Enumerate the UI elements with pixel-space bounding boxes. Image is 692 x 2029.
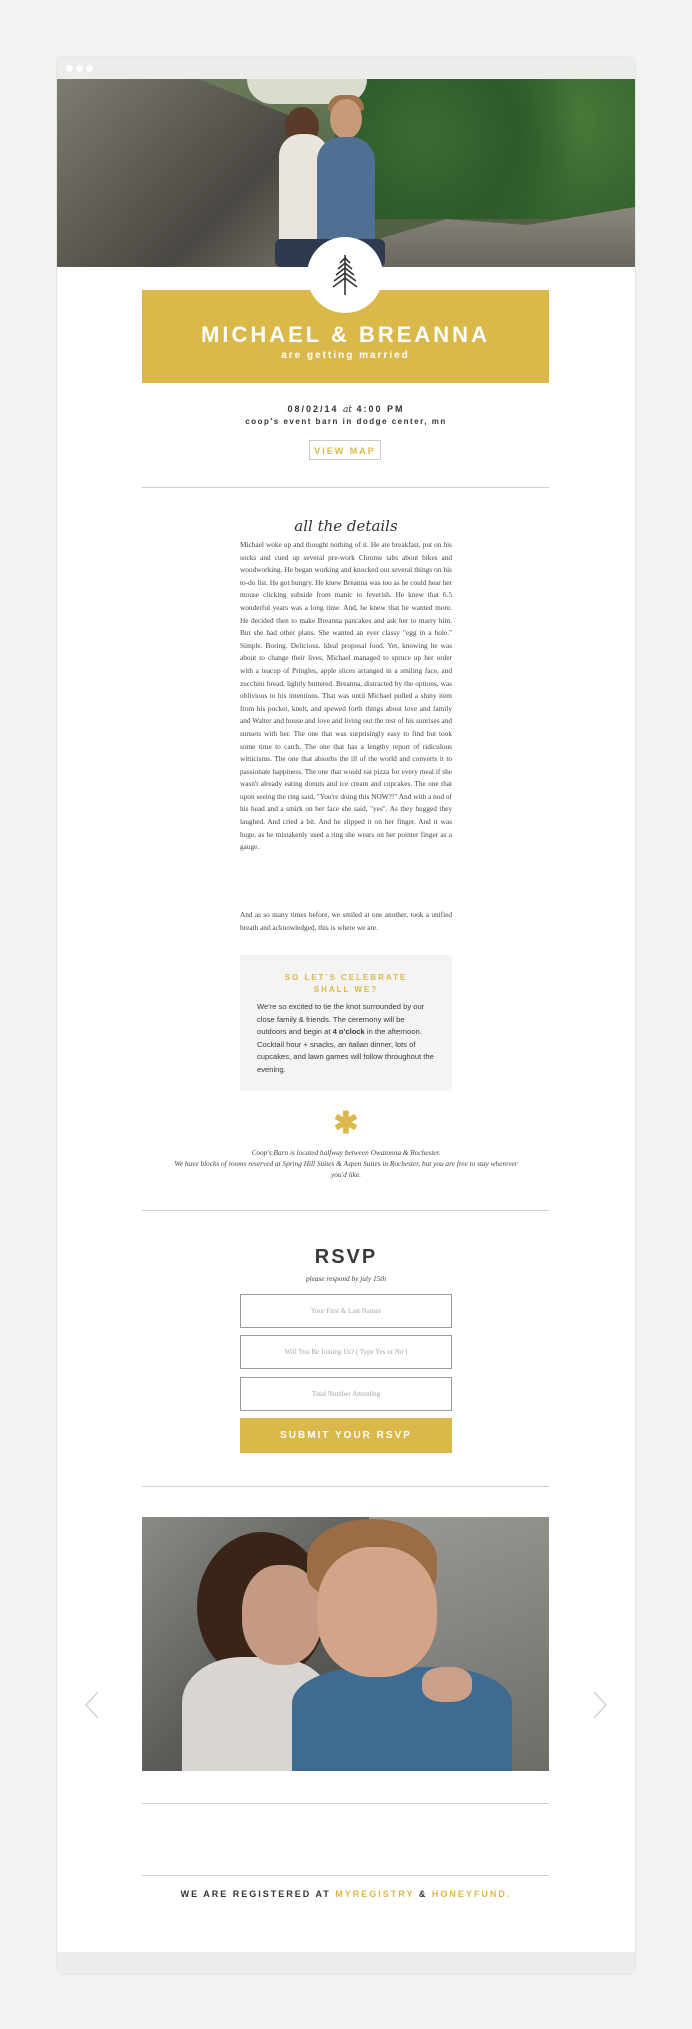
divider <box>142 1210 549 1211</box>
lodging-line1: Coop's Barn is located halfway between Owatonna & Rochester. <box>251 1148 441 1157</box>
registry-period: . <box>506 1889 512 1899</box>
divider <box>142 1875 549 1876</box>
registry-amp: & <box>414 1889 432 1899</box>
details-heading: all the details <box>294 517 398 535</box>
celebrate-box <box>240 955 452 1091</box>
story-ending: And as so many times before, we smiled at one another, took a unified breath and acknowledged, this is where we are. <box>240 910 452 932</box>
event-date: 08/02/14 <box>287 404 339 414</box>
honeyfund-link[interactable]: HONEYFUND <box>431 1889 507 1899</box>
celebrate-text: We're so excited to tie the knot surrounded by our close family & friends. The ceremony will be outdoors and begin at <box>257 1002 425 1037</box>
pine-tree-icon <box>331 253 359 297</box>
attending-input[interactable] <box>240 1335 452 1369</box>
event-at: at <box>343 405 352 415</box>
couple-tagline: are getting married <box>281 350 410 361</box>
registry-line <box>57 1889 635 1899</box>
divider <box>142 1803 549 1804</box>
lodging-info <box>167 1147 525 1180</box>
ceremony-time: 4 o'clock <box>332 1027 365 1037</box>
window-footer <box>57 1952 635 1974</box>
rsvp-title: RSVP <box>314 1246 378 1268</box>
browser-window <box>57 57 635 1974</box>
celebrate-text: in the afternoon. Cocktail hour + snacks, an italian dinner, lots of cupcakes, and lawn games will follow throughout the evening. <box>257 1027 434 1074</box>
asterisk-icon: ✱ <box>333 1107 359 1140</box>
event-time: 4:00 PM <box>356 404 405 414</box>
registry-prefix: WE ARE REGISTERED AT <box>180 1889 336 1899</box>
carousel-next-icon[interactable] <box>592 1691 608 1719</box>
celebrate-body <box>257 1001 435 1077</box>
window-chrome <box>57 57 635 79</box>
celebrate-heading-line1: SO LET'S CELEBRATE <box>284 973 408 982</box>
divider <box>142 1486 549 1487</box>
divider <box>142 487 549 488</box>
event-datetime <box>57 404 635 415</box>
celebrate-heading <box>240 972 452 996</box>
guest-count-input[interactable] <box>240 1377 452 1411</box>
rsvp-deadline: please respond by july 15th <box>306 1274 386 1283</box>
proposal-story: Michael woke up and thought nothing of it. He ate breakfast, put on his socks and cued up several pre-work Chrome tabs about bikes and woodworking. He began working and knocked out several things on his to-do list. He got hungry. He knew Breanna was too as he could hear her mouse clicking subside from manic to feverish. He knew that 6.5 wonderful years was a long time. And, he knew that he wanted more. He decided then to make Breanna pancakes and ask her to marry him. But she had other plans. She wanted an ever classy "egg in a hole." Simple. Boring. Delicious. Ideal proposal food. Yet, knowing he was about to change their lives, Michael managed to spruce up her order with a teacup of Pringles, apple slices arranged in a smiling face, and zucchini bread, lightly buttered. Breanna, distracted by the options, was oblivious to his intentions. That was until Michael pulled a shiny item from his pocket, knelt, and spewed forth things about love and family and Walter and house and love and living out the rest of his sunrises and sunsets with her. The one that was surprisingly easy to find but took some time to catch. The one that has a lengthy report of ridiculous witticisms. The one that absorbs the ill of the world and converts it to passionate happiness. The one that would eat pizza for every meal if she wasn't already eating donuts and ice cream and cupcakes. The one that upon seeing the ring said, "You're doing this NOW?!" And with a nod of his head and a smirk on her face she said, "yes". As they hugged they laughed. And cried a bit. And he slipped it on her finger. And it was huge, as he mistakenly used a ring she wears on her pointer finger as a gauge. <box>240 540 452 852</box>
lodging-line2: We have blocks of rooms reserved at Spring Hill Suites & Aspen Suites in Rochester, but you are free to stay wherever you'd like. <box>174 1159 518 1179</box>
window-dot-icon[interactable] <box>66 65 73 72</box>
tree-badge <box>307 237 383 313</box>
myregistry-link[interactable]: MYREGISTRY <box>335 1889 415 1899</box>
window-dot-icon[interactable] <box>76 65 83 72</box>
submit-rsvp-button[interactable]: SUBMIT YOUR RSVP <box>240 1418 452 1453</box>
couple-names: MICHAEL & BREANNA <box>201 322 490 347</box>
name-input[interactable] <box>240 1294 452 1328</box>
window-dot-icon[interactable] <box>86 65 93 72</box>
view-map-button[interactable]: VIEW MAP <box>309 440 381 460</box>
celebrate-heading-line2: SHALL WE? <box>313 985 379 994</box>
carousel-prev-icon[interactable] <box>84 1691 100 1719</box>
engagement-photo <box>142 1517 549 1771</box>
event-venue: coop's event barn in dodge center, mn <box>245 417 447 426</box>
